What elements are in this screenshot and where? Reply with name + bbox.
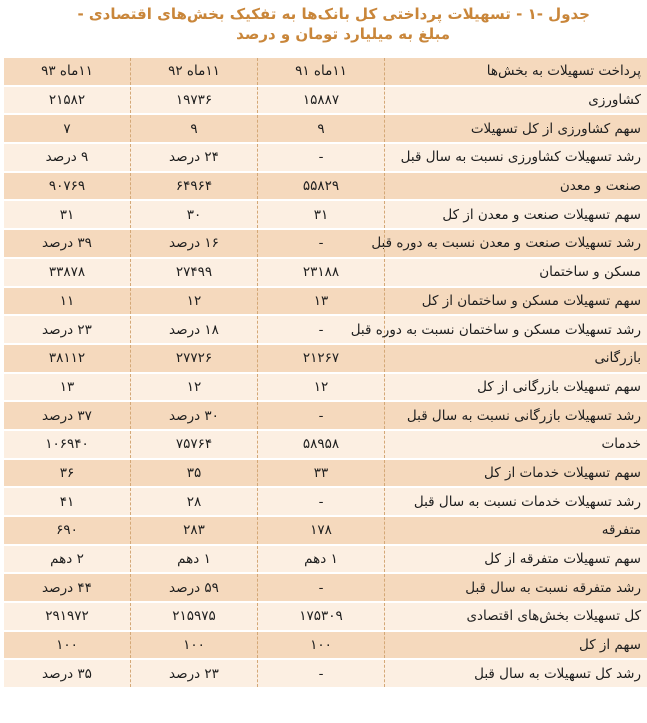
table-row: [4, 200, 647, 229]
value-cell-11m-91: ۱۱ماه ۹۱: [258, 58, 385, 86]
value-cell-11m-93: ۹ درصد: [4, 143, 131, 172]
value-cell-11m-93: ۴۴ درصد: [4, 573, 131, 602]
table-row: [4, 114, 647, 143]
row-label-cell: کشاورزی: [385, 86, 647, 115]
value-cell-11m-91: -: [258, 487, 385, 516]
value-cell-11m-91: -: [258, 573, 385, 602]
value-cell-11m-92: ۲۴ درصد: [131, 143, 258, 172]
table-title-line1: جدول -۱ - تسهیلات پرداختی کل بانک‌ها به تفکیک بخش‌های اقتصادی -: [77, 5, 590, 23]
row-label-cell: رشد تسهیلات کشاورزی نسبت به سال قبل: [385, 143, 647, 172]
value-cell-11m-91: ۲۳۱۸۸: [258, 258, 385, 287]
value-cell-11m-92: ۱۸ درصد: [131, 315, 258, 344]
value-cell-11m-91: ۳۳: [258, 459, 385, 488]
row-label-cell: کل تسهیلات بخش‌های اقتصادی: [385, 602, 647, 631]
value-cell-11m-92: ۱۹۷۳۶: [131, 86, 258, 115]
value-cell-11m-93: ۲۹۱۹۷۲: [4, 602, 131, 631]
value-cell-11m-92: ۱۲: [131, 373, 258, 402]
value-cell-11m-91: -: [258, 143, 385, 172]
row-label-cell: سهم کشاورزی از کل تسهیلات: [385, 114, 647, 143]
table-row: [4, 545, 647, 574]
row-label-cell: خدمات: [385, 430, 647, 459]
value-cell-11m-92: ۳۰ درصد: [131, 401, 258, 430]
value-cell-11m-91: ۱۲: [258, 373, 385, 402]
table-row: [4, 172, 647, 201]
value-cell-11m-93: ۱۱: [4, 287, 131, 316]
value-cell-11m-93: ۳۶: [4, 459, 131, 488]
row-label-cell: صنعت و معدن: [385, 172, 647, 201]
table-row: [4, 86, 647, 115]
row-label-cell: مسکن و ساختمان: [385, 258, 647, 287]
table-row: [4, 315, 647, 344]
value-cell-11m-93: ۱۳: [4, 373, 131, 402]
table-row: [4, 287, 647, 316]
value-cell-11m-92: ۱۰۰: [131, 631, 258, 660]
value-cell-11m-92: ۲۷۴۹۹: [131, 258, 258, 287]
value-cell-11m-93: ۳۳۸۷۸: [4, 258, 131, 287]
value-cell-11m-91: ۹: [258, 114, 385, 143]
value-cell-11m-93: ۳۱: [4, 200, 131, 229]
row-label-cell: رشد تسهیلات صنعت و معدن نسبت به دوره قبل: [385, 229, 647, 258]
row-label-cell: رشد تسهیلات بازرگانی نسبت به سال قبل: [385, 401, 647, 430]
row-label-cell: رشد متفرقه نسبت به سال قبل: [385, 573, 647, 602]
value-cell-11m-91: ۱۳: [258, 287, 385, 316]
value-cell-11m-92: ۷۵۷۶۴: [131, 430, 258, 459]
value-cell-11m-91: ۱۵۸۸۷: [258, 86, 385, 115]
value-cell-11m-91: ۲۱۲۶۷: [258, 344, 385, 373]
table-row: [4, 659, 647, 688]
table-row: [4, 487, 647, 516]
value-cell-11m-93: ۴۱: [4, 487, 131, 516]
value-cell-11m-92: ۳۵: [131, 459, 258, 488]
value-cell-11m-92: ۲۱۵۹۷۵: [131, 602, 258, 631]
value-cell-11m-93: ۲۳ درصد: [4, 315, 131, 344]
value-cell-11m-92: ۱ دهم: [131, 545, 258, 574]
value-cell-11m-92: ۲۷۷۲۶: [131, 344, 258, 373]
table-row: [4, 631, 647, 660]
row-label-cell: رشد تسهیلات خدمات نسبت به سال قبل: [385, 487, 647, 516]
table-row: [4, 430, 647, 459]
row-label-cell: سهم تسهیلات مسکن و ساختمان از کل: [385, 287, 647, 316]
value-cell-11m-93: ۳۸۱۱۲: [4, 344, 131, 373]
value-cell-11m-93: ۱۰۰: [4, 631, 131, 660]
facilities-table: [4, 58, 647, 689]
value-cell-11m-93: ۱۰۶۹۴۰: [4, 430, 131, 459]
table-row: [4, 229, 647, 258]
table-row: [4, 143, 647, 172]
table-header-row: [4, 58, 647, 86]
facilities-table-body: [4, 58, 647, 688]
row-label-cell: سهم از کل: [385, 631, 647, 660]
value-cell-11m-93: ۳۷ درصد: [4, 401, 131, 430]
value-cell-11m-91: ۱۷۵۳۰۹: [258, 602, 385, 631]
table-row: [4, 516, 647, 545]
row-label-cell: سهم تسهیلات بازرگانی از کل: [385, 373, 647, 402]
value-cell-11m-92: ۱۶ درصد: [131, 229, 258, 258]
value-cell-11m-92: ۲۸۳: [131, 516, 258, 545]
value-cell-11m-92: ۳۰: [131, 200, 258, 229]
row-label-cell: پرداخت تسهیلات به بخش‌ها: [385, 58, 647, 86]
value-cell-11m-91: -: [258, 315, 385, 344]
value-cell-11m-93: ۹۰۷۶۹: [4, 172, 131, 201]
table-row: [4, 373, 647, 402]
row-label-cell: رشد تسهیلات مسکن و ساختمان نسبت به دوره قبل: [385, 315, 647, 344]
row-label-cell: سهم تسهیلات صنعت و معدن از کل: [385, 200, 647, 229]
row-label-cell: متفرقه: [385, 516, 647, 545]
value-cell-11m-92: ۵۹ درصد: [131, 573, 258, 602]
value-cell-11m-92: ۲۳ درصد: [131, 659, 258, 688]
table-title-line2: مبلغ به میلیارد تومان و درصد: [236, 25, 450, 43]
value-cell-11m-91: ۵۵۸۲۹: [258, 172, 385, 201]
value-cell-11m-93: ۲ دهم: [4, 545, 131, 574]
row-label-cell: بازرگانی: [385, 344, 647, 373]
value-cell-11m-92: ۲۸: [131, 487, 258, 516]
row-label-cell: سهم تسهیلات خدمات از کل: [385, 459, 647, 488]
value-cell-11m-91: -: [258, 229, 385, 258]
row-label-cell: رشد کل تسهیلات به سال قبل: [385, 659, 647, 688]
row-label-cell: سهم تسهیلات متفرقه از کل: [385, 545, 647, 574]
value-cell-11m-91: -: [258, 401, 385, 430]
table-title: [10, 4, 590, 44]
table-row: [4, 602, 647, 631]
table-row: [4, 258, 647, 287]
value-cell-11m-91: ۵۸۹۵۸: [258, 430, 385, 459]
table-row: [4, 401, 647, 430]
value-cell-11m-93: ۲۱۵۸۲: [4, 86, 131, 115]
table-row: [4, 573, 647, 602]
table-row: [4, 344, 647, 373]
value-cell-11m-93: ۶۹۰: [4, 516, 131, 545]
value-cell-11m-92: ۱۲: [131, 287, 258, 316]
value-cell-11m-91: ۱ دهم: [258, 545, 385, 574]
value-cell-11m-91: ۱۷۸: [258, 516, 385, 545]
value-cell-11m-93: ۱۱ماه ۹۳: [4, 58, 131, 86]
value-cell-11m-93: ۷: [4, 114, 131, 143]
value-cell-11m-93: ۳۵ درصد: [4, 659, 131, 688]
value-cell-11m-92: ۱۱ماه ۹۲: [131, 58, 258, 86]
value-cell-11m-91: ۳۱: [258, 200, 385, 229]
value-cell-11m-91: ۱۰۰: [258, 631, 385, 660]
table-row: [4, 459, 647, 488]
value-cell-11m-92: ۹: [131, 114, 258, 143]
value-cell-11m-93: ۳۹ درصد: [4, 229, 131, 258]
value-cell-11m-92: ۶۴۹۶۴: [131, 172, 258, 201]
value-cell-11m-91: -: [258, 659, 385, 688]
